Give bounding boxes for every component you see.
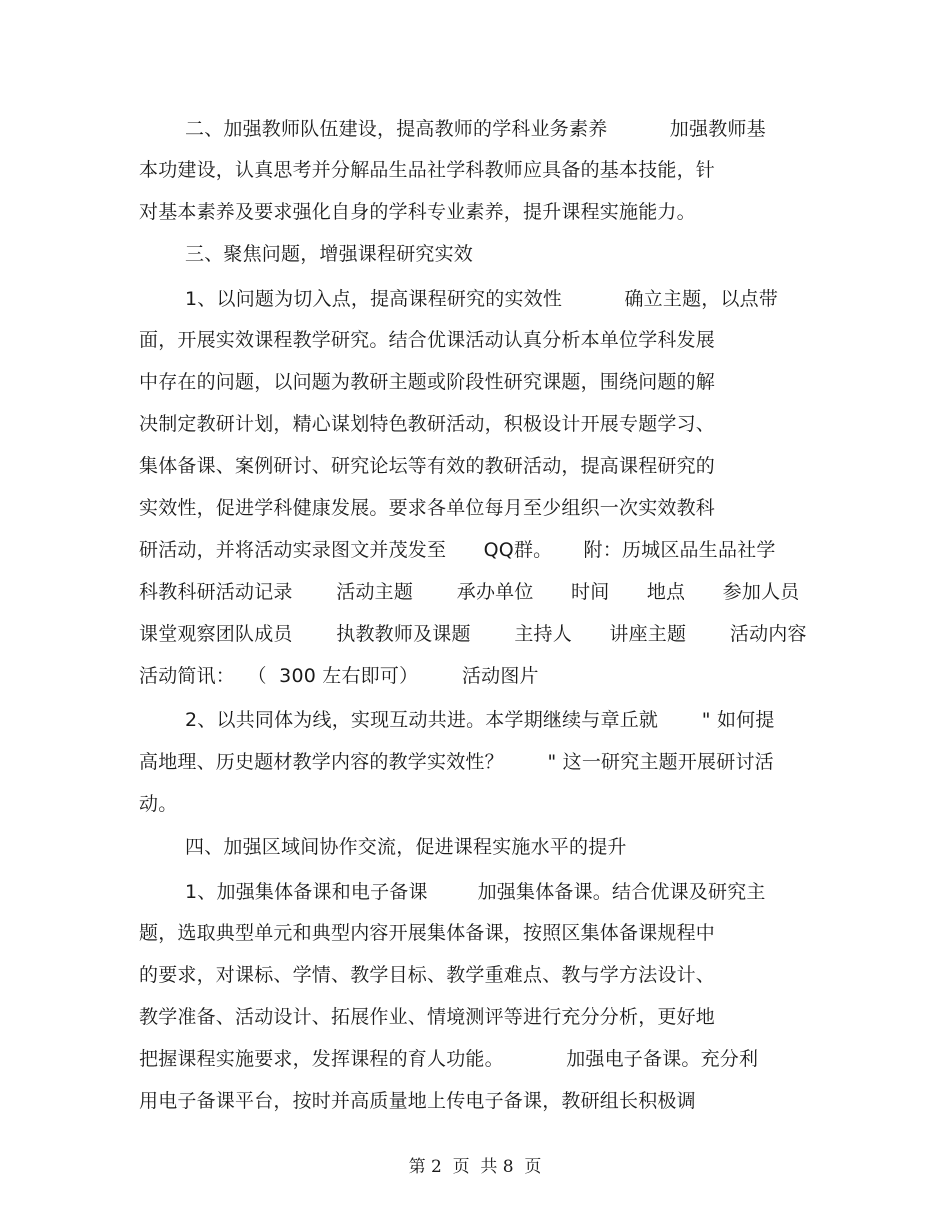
- paragraph-line: 对基本素养及要求强化自身的学科专业素养，提升课程实施能力。: [139, 201, 696, 223]
- section-heading: 四、加强区域间协作交流，促进课程实施水平的提升: [185, 836, 627, 858]
- paragraph-line: 集体备课、案例研讨、研究论坛等有效的教研活动，提高课程研究的: [139, 455, 716, 477]
- paragraph-line: 中存在的问题，以问题为教研主题或阶段性研究课题，围绕问题的解: [139, 371, 716, 393]
- paragraph-line: 动。: [139, 793, 178, 815]
- paragraph-line: 实效性，促进学科健康发展。要求各单位每月至少组织一次实效教科: [139, 497, 716, 519]
- paragraph-line: 面，开展实效课程教学研究。结合优课活动认真分析本单位学科发展: [139, 329, 716, 351]
- paragraph-line: 二、加强教师队伍建设，提高教师的学科业务素养 加强教师基: [185, 118, 766, 140]
- paragraph-line: 1、加强集体备课和电子备课 加强集体备课。结合优课及研究主: [185, 881, 766, 903]
- paragraph-line: 2、以共同体为线，实现互动共进。本学期继续与章丘就 " 如何提: [185, 709, 775, 731]
- table-header-line: 活动简讯： （ 300 左右即可） 活动图片: [139, 665, 539, 687]
- paragraph-line: 教学准备、活动设计、拓展作业、情境测评等进行充分分析，更好地: [139, 1006, 716, 1028]
- paragraph-line: 的要求，对课标、学情、教学目标、教学重难点、教与学方法设计、: [139, 964, 716, 986]
- table-header-line: 课堂观察团队成员 执教教师及课题 主持人 讲座主题 活动内容: [139, 623, 807, 645]
- table-header-line: 科教科研活动记录 活动主题 承办单位 时间 地点 参加人员: [139, 581, 800, 603]
- page-number-footer: 第 2 页 共 8 页: [408, 1157, 542, 1177]
- paragraph-line: 题，选取典型单元和典型内容开展集体备课，按照区集体备课规程中: [139, 922, 716, 944]
- paragraph-line: 1、以问题为切入点，提高课程研究的实效性 确立主题，以点带: [185, 288, 779, 310]
- section-heading: 三、聚焦问题，增强课程研究实效: [185, 243, 474, 265]
- paragraph-line: 高地理、历史题材教学内容的教学实效性？ " 这一研究主题开展研讨活: [139, 751, 774, 773]
- paragraph-line: 研活动，并将活动实录图文并茂发至 QQ群。 附：历城区品生品社学: [139, 539, 776, 561]
- paragraph-line: 把握课程实施要求，发挥课程的育人功能。 加强电子备课。充分利: [139, 1048, 759, 1070]
- paragraph-line: 本功建设，认真思考并分解品生品社学科教师应具备的基本技能，针: [139, 159, 716, 181]
- paragraph-line: 用电子备课平台，按时并高质量地上传电子备课，教研组长积极调: [139, 1090, 696, 1112]
- paragraph-line: 决制定教研计划，精心谋划特色教研活动，积极设计开展专题学习、: [139, 413, 716, 435]
